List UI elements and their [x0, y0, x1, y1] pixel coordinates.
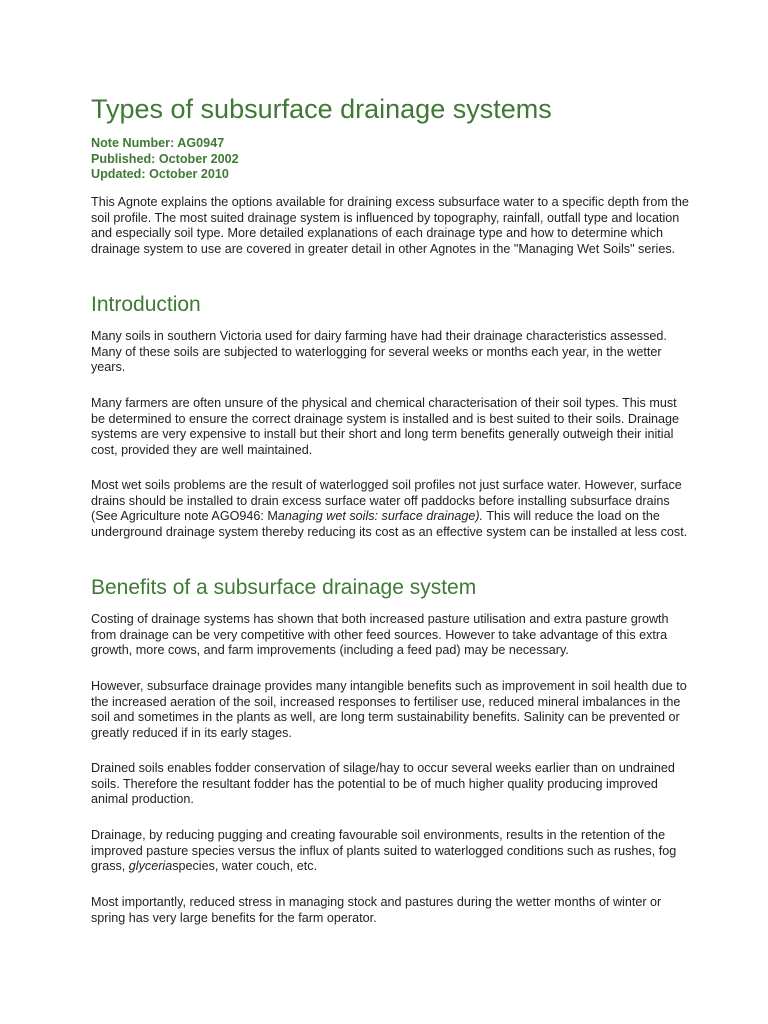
benefits-heading: Benefits of a subsurface drainage system	[91, 576, 477, 599]
introduction-paragraph-1: Many soils in southern Victoria used for dairy farming have had their drainage characteristics assessed. Many of these soils are subjected to waterlogging for several weeks or months each year, in the wetter years.	[91, 329, 667, 375]
introduction-paragraph-3	[91, 478, 691, 540]
page-title: Types of subsurface drainage systems	[91, 94, 552, 124]
document-meta	[91, 136, 239, 183]
benefits-paragraph-4-text-a: Drainage, by reducing pugging and creating favourable soil environments, results in the retention of the improved pasture species versus the influx of plants suited to waterlogged conditions such as rushes, fog grass,	[91, 828, 677, 874]
updated-date: Updated: October 2010	[91, 167, 229, 182]
benefits-paragraph-4	[91, 828, 691, 875]
introduction-paragraph-3-text-a: Most wet soils problems are the result of waterlogged soil profiles not just surface water. However, surface drains should be installed to drain excess surface water off paddocks before installing subsurface drains (See Agriculture note AGO946: M	[91, 478, 682, 524]
introduction-paragraph-3-text-b: This will reduce the load on the underground drainage system thereby reducing its cost as an effective system can be installed at less cost.	[91, 509, 688, 539]
introduction-heading: Introduction	[91, 293, 201, 316]
benefits-paragraph-5: Most importantly, reduced stress in managing stock and pastures during the wetter months of winter or spring has very large benefits for the farm operator.	[91, 895, 662, 925]
introduction-paragraph-2: Many farmers are often unsure of the physical and chemical characterisation of their soil types. This must be determined to ensure the correct drainage system is installed and is best suited to their soils. Drainage systems are very expensive to install but their short and long term benefits generally outweigh their initial cost, provided they are well maintained.	[91, 396, 680, 457]
benefits-paragraph-3: Drained soils enables fodder conservation of silage/hay to occur several weeks earlier than on undrained soils. Therefore the resultant fodder has the potential to be of much higher quality producing improved animal production.	[91, 761, 675, 807]
published-date: Published: October 2002	[91, 151, 239, 166]
drainage-note-title: anaging wet soils: surface drainage).	[277, 509, 484, 524]
note-number: Note Number: AG0947	[91, 136, 225, 150]
benefits-paragraph-2: However, subsurface drainage provides many intangible benefits such as improvement in soil health due to the increased aeration of the soil, increased responses to fertiliser use, reduced mineral imbalances in the soil and sometimes in the plants as well, are long term sustainability benefits. Salinity can be prevented or greatly reduced if in its early stages.	[91, 679, 687, 740]
glyceria-term: glyceria	[128, 859, 173, 874]
benefits-paragraph-4-text-b: species, water couch, etc.	[172, 859, 318, 874]
benefits-paragraph-1: Costing of drainage systems has shown that both increased pasture utilisation and extra pasture growth from drainage can be very competitive with other feed sources. However to take advantage of this extra growth, more cows, and farm improvements (including a feed pad) may be necessary.	[91, 612, 669, 658]
intro-paragraph: This Agnote explains the options available for draining excess subsurface water to a specific depth from the soil profile. The most suited drainage system is influenced by topography, rainfall, outfall type and location and especially soil type. More detailed explanations of each drainage type and how to determine which drainage system to use are covered in greater detail in other Agnotes in the "Managing Wet Soils" series.	[91, 195, 689, 256]
